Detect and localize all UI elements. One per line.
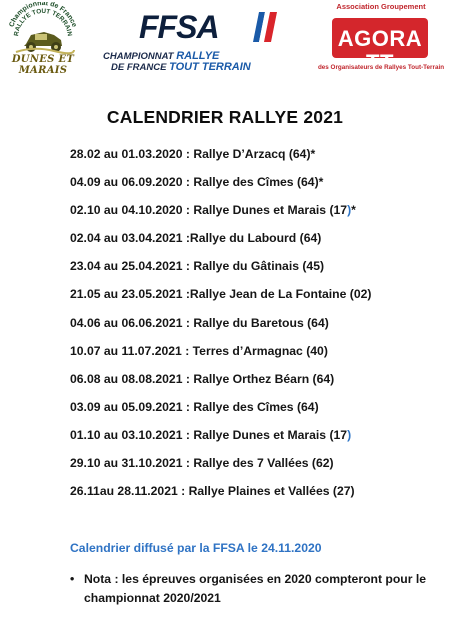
event-closing-paren: ) (347, 427, 352, 442)
nota-text: Nota : les épreuves organisées en 2020 compteront pour le championnat 2020/2021 (84, 572, 427, 605)
logo-arc-text-2: RALLYE TOUT TERRAIN (13, 7, 73, 37)
event-item (70, 425, 440, 453)
agora-wordmark: AGORA TT (337, 26, 423, 75)
agora-bottom-text: des Organisateurs de Rallyes Tout-Terrain (317, 64, 445, 71)
event-text: 02.10 au 04.10.2020 : Rallye Dunes et Marais (17 (70, 203, 348, 218)
event-text: 01.10 au 03.10.2021 : Rallye Dunes et Marais (17 (70, 427, 348, 442)
ffsa-stripes-icon (253, 12, 277, 42)
event-item (70, 453, 440, 481)
ffsa-subtitle (103, 51, 293, 73)
event-text: 10.07 au 11.07.2021 : Terres d’Armagnac (40) (70, 343, 328, 358)
event-text: 23.04 au 25.04.2021 : Rallye du Gâtinais (45) (70, 259, 325, 274)
event-item (70, 284, 440, 312)
event-closing-paren: ) (347, 203, 352, 218)
ffsa-sub-line2-a: DE FRANCE (111, 62, 167, 73)
event-item (70, 481, 440, 509)
event-item (70, 341, 440, 369)
event-text: 04.06 au 06.06.2021 : Rallye du Baretous (64) (70, 315, 329, 330)
logo-arc-text-1: Championnat de France (8, 2, 78, 29)
ffsa-wordmark: FFSA (139, 9, 219, 45)
event-item (70, 313, 440, 341)
event-text: 02.04 au 03.04.2021 :Rallye du Labourd (64) (70, 231, 322, 246)
ffsa-sub-line1-a: CHAMPIONNAT (103, 51, 174, 62)
event-item (70, 228, 440, 256)
event-text: 21.05 au 23.05.2021 :Rallye Jean de La Fontaine (02) (70, 287, 372, 302)
agora-top-text: Association Groupement (336, 2, 426, 11)
header (0, 0, 450, 80)
logo-dunes-et-marais-text: DUNES ET MARAIS (11, 54, 75, 76)
ffsa-logo (103, 10, 295, 76)
event-text: 06.08 au 08.08.2021 : Rallye Orthez Béarn (64) (70, 371, 335, 386)
page-title: CALENDRIER RALLYE 2021 (106, 107, 344, 127)
nota-item (70, 570, 442, 608)
ffsa-sub-line2-b: TOUT TERRAIN (169, 61, 251, 73)
event-item (70, 172, 440, 200)
event-item (70, 200, 440, 228)
ffsa-sub-line1-b: RALLYE (176, 50, 220, 62)
event-text: 03.09 au 05.09.2021 : Rallye des Cîmes (64) (70, 399, 319, 414)
bullet-icon: • (70, 572, 75, 586)
event-item (70, 256, 440, 284)
event-item (70, 369, 440, 397)
event-text: 28.02 au 01.03.2020 : Rallye D’Arzacq (64)* (70, 147, 316, 161)
rally-event-list (70, 144, 440, 509)
rally-car-emblem-icon (4, 2, 82, 58)
event-text: 04.09 au 06.09.2020 : Rallye des Cîmes (64)* (70, 175, 324, 190)
agora-tt-logo (316, 2, 446, 78)
event-item (70, 397, 440, 425)
event-item (70, 144, 440, 172)
championnat-dunes-et-marais-logo (4, 2, 82, 74)
event-text: 26.11au 28.11.2021 : Rallye Plaines et Vallées (27) (70, 484, 355, 499)
event-asterisk: * (351, 203, 356, 218)
event-text: 29.10 au 31.10.2021 : Rallye des 7 Vallées (62) (70, 456, 334, 471)
diffusion-note: Calendrier diffusé par la FFSA le 24.11.2020 (70, 541, 322, 555)
